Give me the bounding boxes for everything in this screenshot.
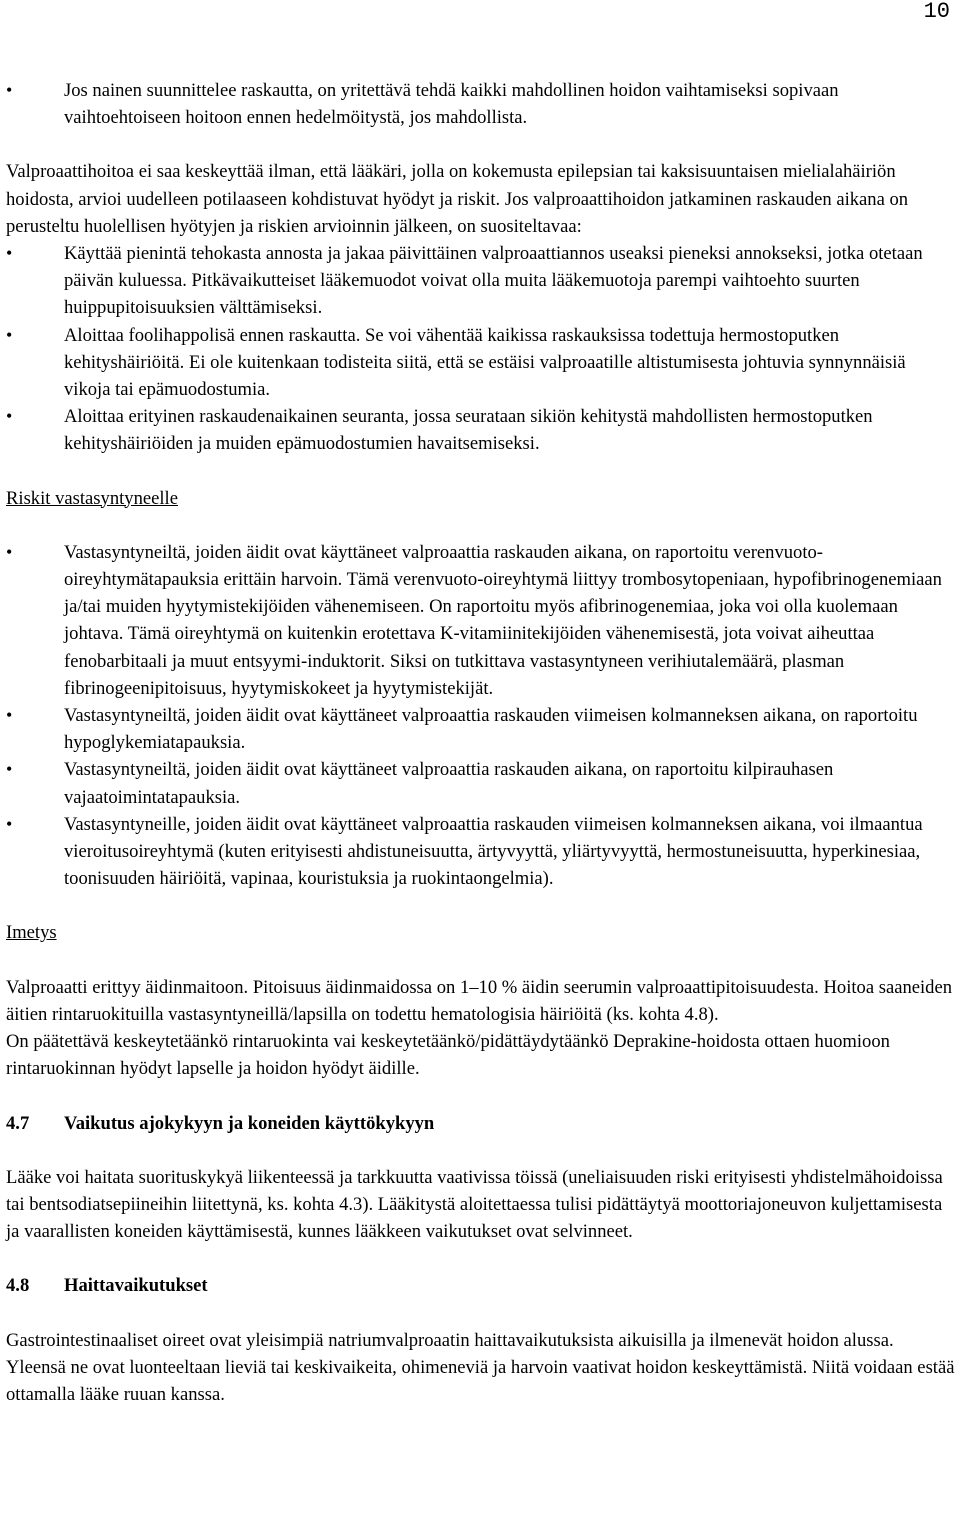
paragraph: Lääke voi haitata suorituskykyä liikenteessä ja tarkkuutta vaativissa töissä (uneliaisuuden riski erityisesti yhdistelmähoidoissa tai bentsodiatsepiineihin liitettynä, ks. kohta 4.3). Lääkitystä aloitettaessa tulisi pidättäytyä moottoriajoneuvon kuljettamisesta ja vaarallisten koneiden käyttämisestä, kunnes lääkkeen vaikutukset ovat selvinneet. [6,1166,943,1243]
section-title: Haittavaikutukset [64,1275,208,1297]
paragraph: On päätettävä keskeytetäänkö rintaruokinta vai keskeytetäänkö/pidättäydytäänkö Deprakine-hoidosta ottaen huomioon rintaruokinnan hyödyt lapselle ja hoidon hyödyt äidille. [6,1031,890,1080]
paragraph: Gastrointestinaaliset oireet ovat yleisimpiä natriumvalproaatin haittavaikutuksista aikuisilla ja ilmenevät hoidon alussa. Yleensä ne ovat luonteeltaan lieviä tai keskivaikeita, ohimeneviä ja harvoin vaativat hoidon keskeyttämistä. Niitä voidaan estää ottamalla lääke ruuan kanssa. [6,1329,955,1405]
list-item: • Aloittaa erityinen raskaudenaikainen seuranta, jossa seurataan sikiön kehitystä mahdollisten hermostoputken kehityshäiriöiden ja muiden epämuodostumien havaitsemiseksi. [6,403,956,457]
section-number: 4.7 [6,1112,30,1134]
list-item: • Vastasyntyneiltä, joiden äidit ovat käyttäneet valproaattia raskauden aikana, on raportoitu verenvuoto-oireyhtymätapauksia erittäin harvoin. Tämä verenvuoto-oireyhtymä liittyy trombosytopeniaan, hypofibrinogenemiaan ja/tai muiden hyytymistekijöiden vähenemiseen. On raportoitu myös afibrinogenemiaa, joka voi olla kuolemaan johtava. Tämä oireyhtymä on kuitenkin erotettava K-vitamiinitekijöiden vähenemisestä, jota voivat aiheuttaa fenobarbitaali ja muut entsyymi-induktorit. Siksi on tutkittava vastasyntyneen verihiutalemäärä, plasman fibrinogeenipitoisuus, hyytymiskokeet ja hyytymistekijät. [6,539,956,702]
paragraph: Valproaattihoitoa ei saa keskeyttää ilman, että lääkäri, jolla on kokemusta epilepsian tai kaksisuuntaisen mielialahäiriön hoidosta, arvioi uudelleen potilaaseen kohdistuvat hyödyt ja riskit. Jos valproaattihoidon jatkaminen raskauden aikana on perusteltu huolellisen hyötyjen ja riskien arvioinnin jälkeen, on suositeltavaa: [6,161,909,237]
list-item: • Vastasyntyneiltä, joiden äidit ovat käyttäneet valproaattia raskauden viimeisen kolmanneksen aikana, on raportoitu hypoglykemiatapauksia. [6,702,956,756]
section-heading-lactation: Imetys [6,922,57,944]
list-item: • Aloittaa foolihappolisä ennen raskautta. Se voi vähentää kaikissa raskauksissa todettuja hermostoputken kehityshäiriöitä. Ei ole kuitenkaan todisteita siitä, että se estäisi valproaatille altistumisesta johtuvia synnynnäisiä vikoja tai epämuodostumia. [6,322,956,404]
page-number: 10 [923,0,950,24]
intro-list [6,77,956,131]
newborn-risk-list [6,539,956,893]
section-heading-4-8 [6,1272,956,1299]
paragraph: Valproaatti erittyy äidinmaitoon. Pitoisuus äidinmaidossa on 1–10 % äidin seerumin valproaattipitoisuudesta. Hoitoa saaneiden äitien rintaruokituilla vastasyntyneillä/lapsilla on todettu hematologisia häiriöitä (ks. kohta 4.8). [6,976,953,1025]
list-item: • Käyttää pienintä tehokasta annosta ja jakaa päivittäinen valproaattiannos useaksi pieneksi annokseksi, jotka otetaan päivän kuluessa. Pitkävaikutteiset lääkemuodot voivat olla muita lääkemuotoja parempi vaihtoehto suurten huippupitoisuuksien välttämiseksi. [6,240,956,322]
recommendation-list [6,240,956,458]
section-number: 4.8 [6,1275,30,1297]
section-heading-4-7 [6,1110,956,1137]
list-item: • Vastasyntyneille, joiden äidit ovat käyttäneet valproaattia raskauden viimeisen kolmanneksen aikana, voi ilmaantua vieroitusoireyhtymä (kuten erityisesti ahdistuneisuutta, ärtyvyyttä, yliärtyvyyttä, hermostuneisuutta, hyperkinesiaa, toonisuuden häiriöitä, vapinaa, kouristuksia ja ruokintaongelmia). [6,811,956,893]
section-title: Vaikutus ajokykyyn ja koneiden käyttökykyyn [64,1112,435,1134]
list-item: • Vastasyntyneiltä, joiden äidit ovat käyttäneet valproaattia raskauden aikana, on raportoitu kilpirauhasen vajaatoimintatapauksia. [6,756,956,810]
document-body [6,77,956,1408]
section-heading-newborn: Riskit vastasyntyneelle [6,487,178,509]
list-item: • Jos nainen suunnittelee raskautta, on yritettävä tehdä kaikki mahdollinen hoidon vaihtamiseksi sopivaan vaihtoehtoiseen hoitoon ennen hedelmöitystä, jos mahdollista. [6,77,956,131]
